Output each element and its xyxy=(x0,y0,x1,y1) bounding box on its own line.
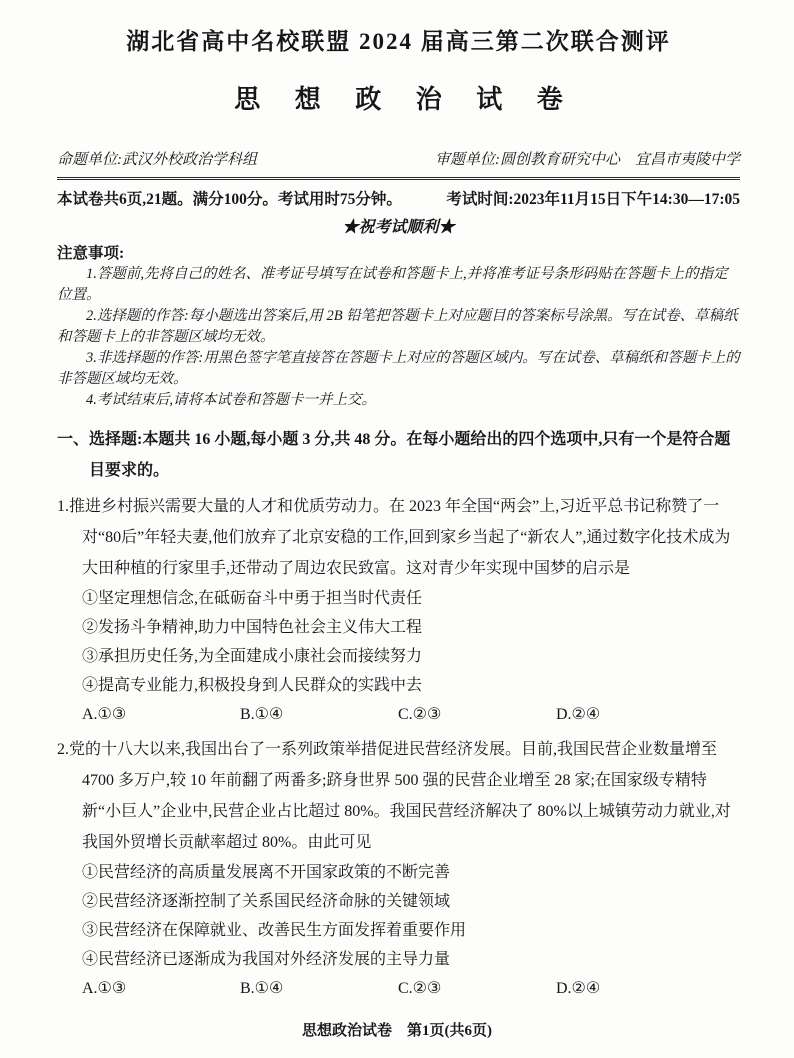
option-item: ③承担历史任务,为全面建成小康社会而接续努力 xyxy=(82,648,423,665)
choice-b: B.①④ xyxy=(240,706,284,723)
notices-heading: 注意事项: xyxy=(57,245,125,262)
question-stem: 1.推进乡村振兴需要大量的人才和优质劳动力。在 2023 年全国“两会”上,习近平总书记称赞了一对“80后”年轻夫妻,他们放弃了北京安稳的工作,回到家乡当起了“新农人”,通过数字化技术成为大田种植的行家里手,还带动了周边农民致富。这对青少年实现中国梦的启示是 xyxy=(57,498,731,577)
choice-c: C.②③ xyxy=(398,980,442,997)
choice-b: B.①④ xyxy=(240,980,284,997)
option-item: ③民营经济在保障就业、改善民生方面发挥着重要作用 xyxy=(82,922,467,939)
notice-item: 4.考试结束后,请将本试卷和答题卡一并上交。 xyxy=(86,392,376,408)
choice-c: C.②③ xyxy=(398,706,442,723)
option-item: ①民营经济的高质量发展离不开国家政策的不断完善 xyxy=(82,864,451,881)
choices-row xyxy=(82,974,740,1003)
option-item: ④提高专业能力,积极投身到人民群众的实践中去 xyxy=(82,677,423,694)
paper-info: 本试卷共6页,21题。满分100分。考试用时75分钟。 xyxy=(57,191,402,208)
notice-item: 1.答题前,先将自己的姓名、准考证号填写在试卷和答题卡上,并将准考证号条形码贴在答题卡上的指定位置。 xyxy=(57,266,728,303)
footer-page-number: 第1页(共6页) xyxy=(407,1023,492,1039)
exam-time: 考试时间:2023年11月15日下午14:30—17:05 xyxy=(446,191,740,208)
section-heading: 一、选择题:本题共 16 小题,每小题 3 分,共 48 分。在每小题给出的四个选项中,只有一个是符合题目要求的。 xyxy=(57,431,731,479)
choice-d: D.②④ xyxy=(556,980,601,997)
option-item: ②发扬斗争精神,助力中国特色社会主义伟大工程 xyxy=(82,619,423,636)
option-item: ④民营经济已逐渐成为我国对外经济发展的主导力量 xyxy=(82,951,451,968)
notice-item: 3.非选择题的作答:用黑色签字笔直接答在答题卡上对应的答题区域内。写在试卷、草稿纸和答题卡上的非答题区域均无效。 xyxy=(57,350,740,387)
choice-a: A.①③ xyxy=(82,980,127,997)
question-1 xyxy=(57,491,740,729)
page-title: 湖北省高中名校联盟 2024 届高三第二次联合测评 xyxy=(126,29,671,54)
question-stem: 2.党的十八大以来,我国出台了一系列政策举措促进民营经济发展。目前,我国民营企业数量增至 4700 多万户,较 10 年前翻了两番多;跻身世界 500 强的民营企业增至 28 家;在国家级专精特新“小巨人”企业中,民营企业占比超过 80%。我国民营经济解决了 80%以上城镇劳动力就业,对我国外贸增长贡献率超过 80%。由此可见 xyxy=(57,741,731,851)
footer-paper-name: 思想政治试卷 xyxy=(301,1023,392,1039)
choice-d: D.②④ xyxy=(556,706,601,723)
unit-row xyxy=(57,148,740,180)
blessing-line: ★祝考试顺利★ xyxy=(342,219,455,236)
option-item: ①坚定理想信念,在砥砺奋斗中勇于担当时代责任 xyxy=(82,590,423,607)
notice-item: 2.选择题的作答:每小题选出答案后,用 2B 铅笔把答题卡上对应题目的答案标号涂黑。写在试卷、草稿纸和答题卡上的非答题区域均无效。 xyxy=(57,308,738,345)
page-footer xyxy=(0,1020,794,1042)
paper-subtitle: 思 想 政 治 试 卷 xyxy=(234,85,577,114)
choice-a: A.①③ xyxy=(82,706,127,723)
reviewer-unit: 审题单位:圆创教育研究中心 宜昌市夷陵中学 xyxy=(435,152,740,168)
option-item: ②民营经济逐渐控制了关系国民经济命脉的关键领域 xyxy=(82,893,451,910)
exam-info-row xyxy=(57,188,740,212)
setter-unit: 命题单位:武汉外校政治学科组 xyxy=(57,152,257,168)
question-2 xyxy=(57,734,740,1003)
choices-row xyxy=(82,700,740,729)
